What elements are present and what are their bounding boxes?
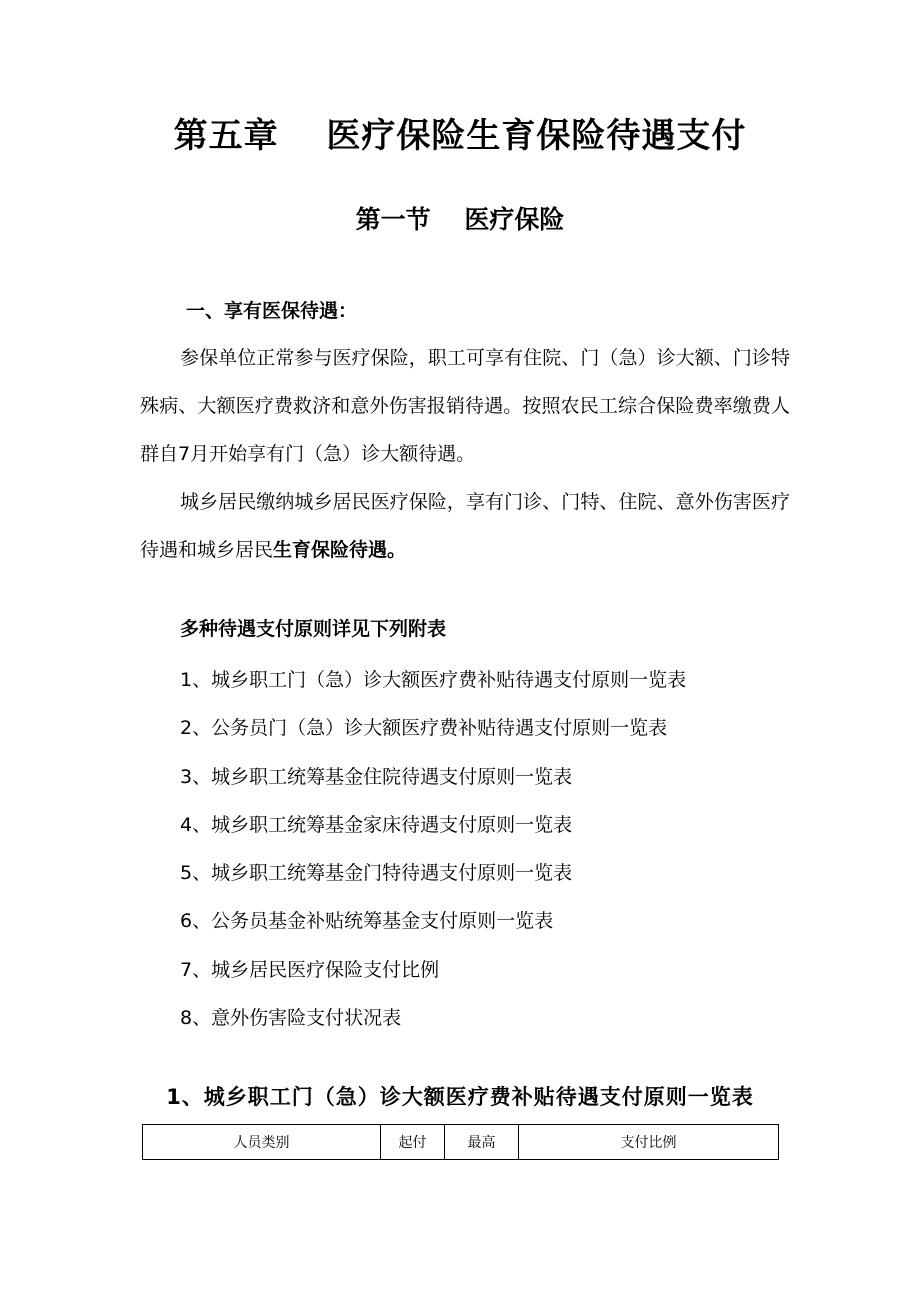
list-item: 6、公务员基金补贴统筹基金支付原则一览表	[180, 910, 554, 933]
table-title: 1、城乡职工门（急）诊大额医疗费补贴待遇支付原则一览表	[166, 1085, 754, 1109]
appendix-list	[180, 656, 686, 1042]
list-item: 1、城乡职工门（急）诊大额医疗费补贴待遇支付原则一览表	[180, 669, 687, 691]
paragraph-text: 城乡居民缴纳城乡居民医疗保险，享有门诊、门特、住院、意外伤害医疗待遇和城乡居民	[140, 491, 790, 561]
table-header-cell: 支付比例	[519, 1125, 779, 1160]
subsection-heading: 一、享有医保待遇：	[186, 300, 358, 322]
list-item: 5、城乡职工统筹基金门特待遇支付原则一览表	[180, 862, 573, 885]
table-header-cell: 人员类别	[143, 1125, 381, 1160]
table-header-cell: 最高	[445, 1125, 519, 1160]
paragraph-bold-text: 生育保险待遇。	[273, 539, 407, 561]
paragraph-text: 参保单位正常参与医疗保险，职工可享有住院、门（急）诊大额、门诊特殊病、大额医疗费救济和意外伤害报销待遇。按照农民工综合保险费率缴费人群自7月开始享有门（急）诊大额待遇。	[140, 347, 790, 465]
payment-table	[142, 1124, 779, 1160]
list-item: 8、意外伤害险支付状况表	[180, 1007, 402, 1030]
list-item: 4、城乡职工统筹基金家床待遇支付原则一览表	[180, 813, 573, 836]
section-title: 第一节 医疗保险	[355, 205, 565, 234]
list-item: 3、城乡职工统筹基金住院待遇支付原则一览表	[180, 765, 573, 788]
list-item: 2、公务员门（急）诊大额医疗费补贴待遇支付原则一览表	[180, 717, 668, 740]
table-header-row	[143, 1125, 779, 1160]
table-header-cell: 起付	[381, 1125, 445, 1160]
paragraph-resident-benefits	[140, 478, 790, 574]
chapter-title: 第五章 医疗保险生育保险待遇支付	[173, 116, 747, 156]
list-item: 7、城乡居民医疗保险支付比例	[180, 958, 440, 981]
paragraph-employee-benefits	[140, 334, 790, 478]
list-heading: 多种待遇支付原则详见下列附表	[180, 618, 447, 640]
